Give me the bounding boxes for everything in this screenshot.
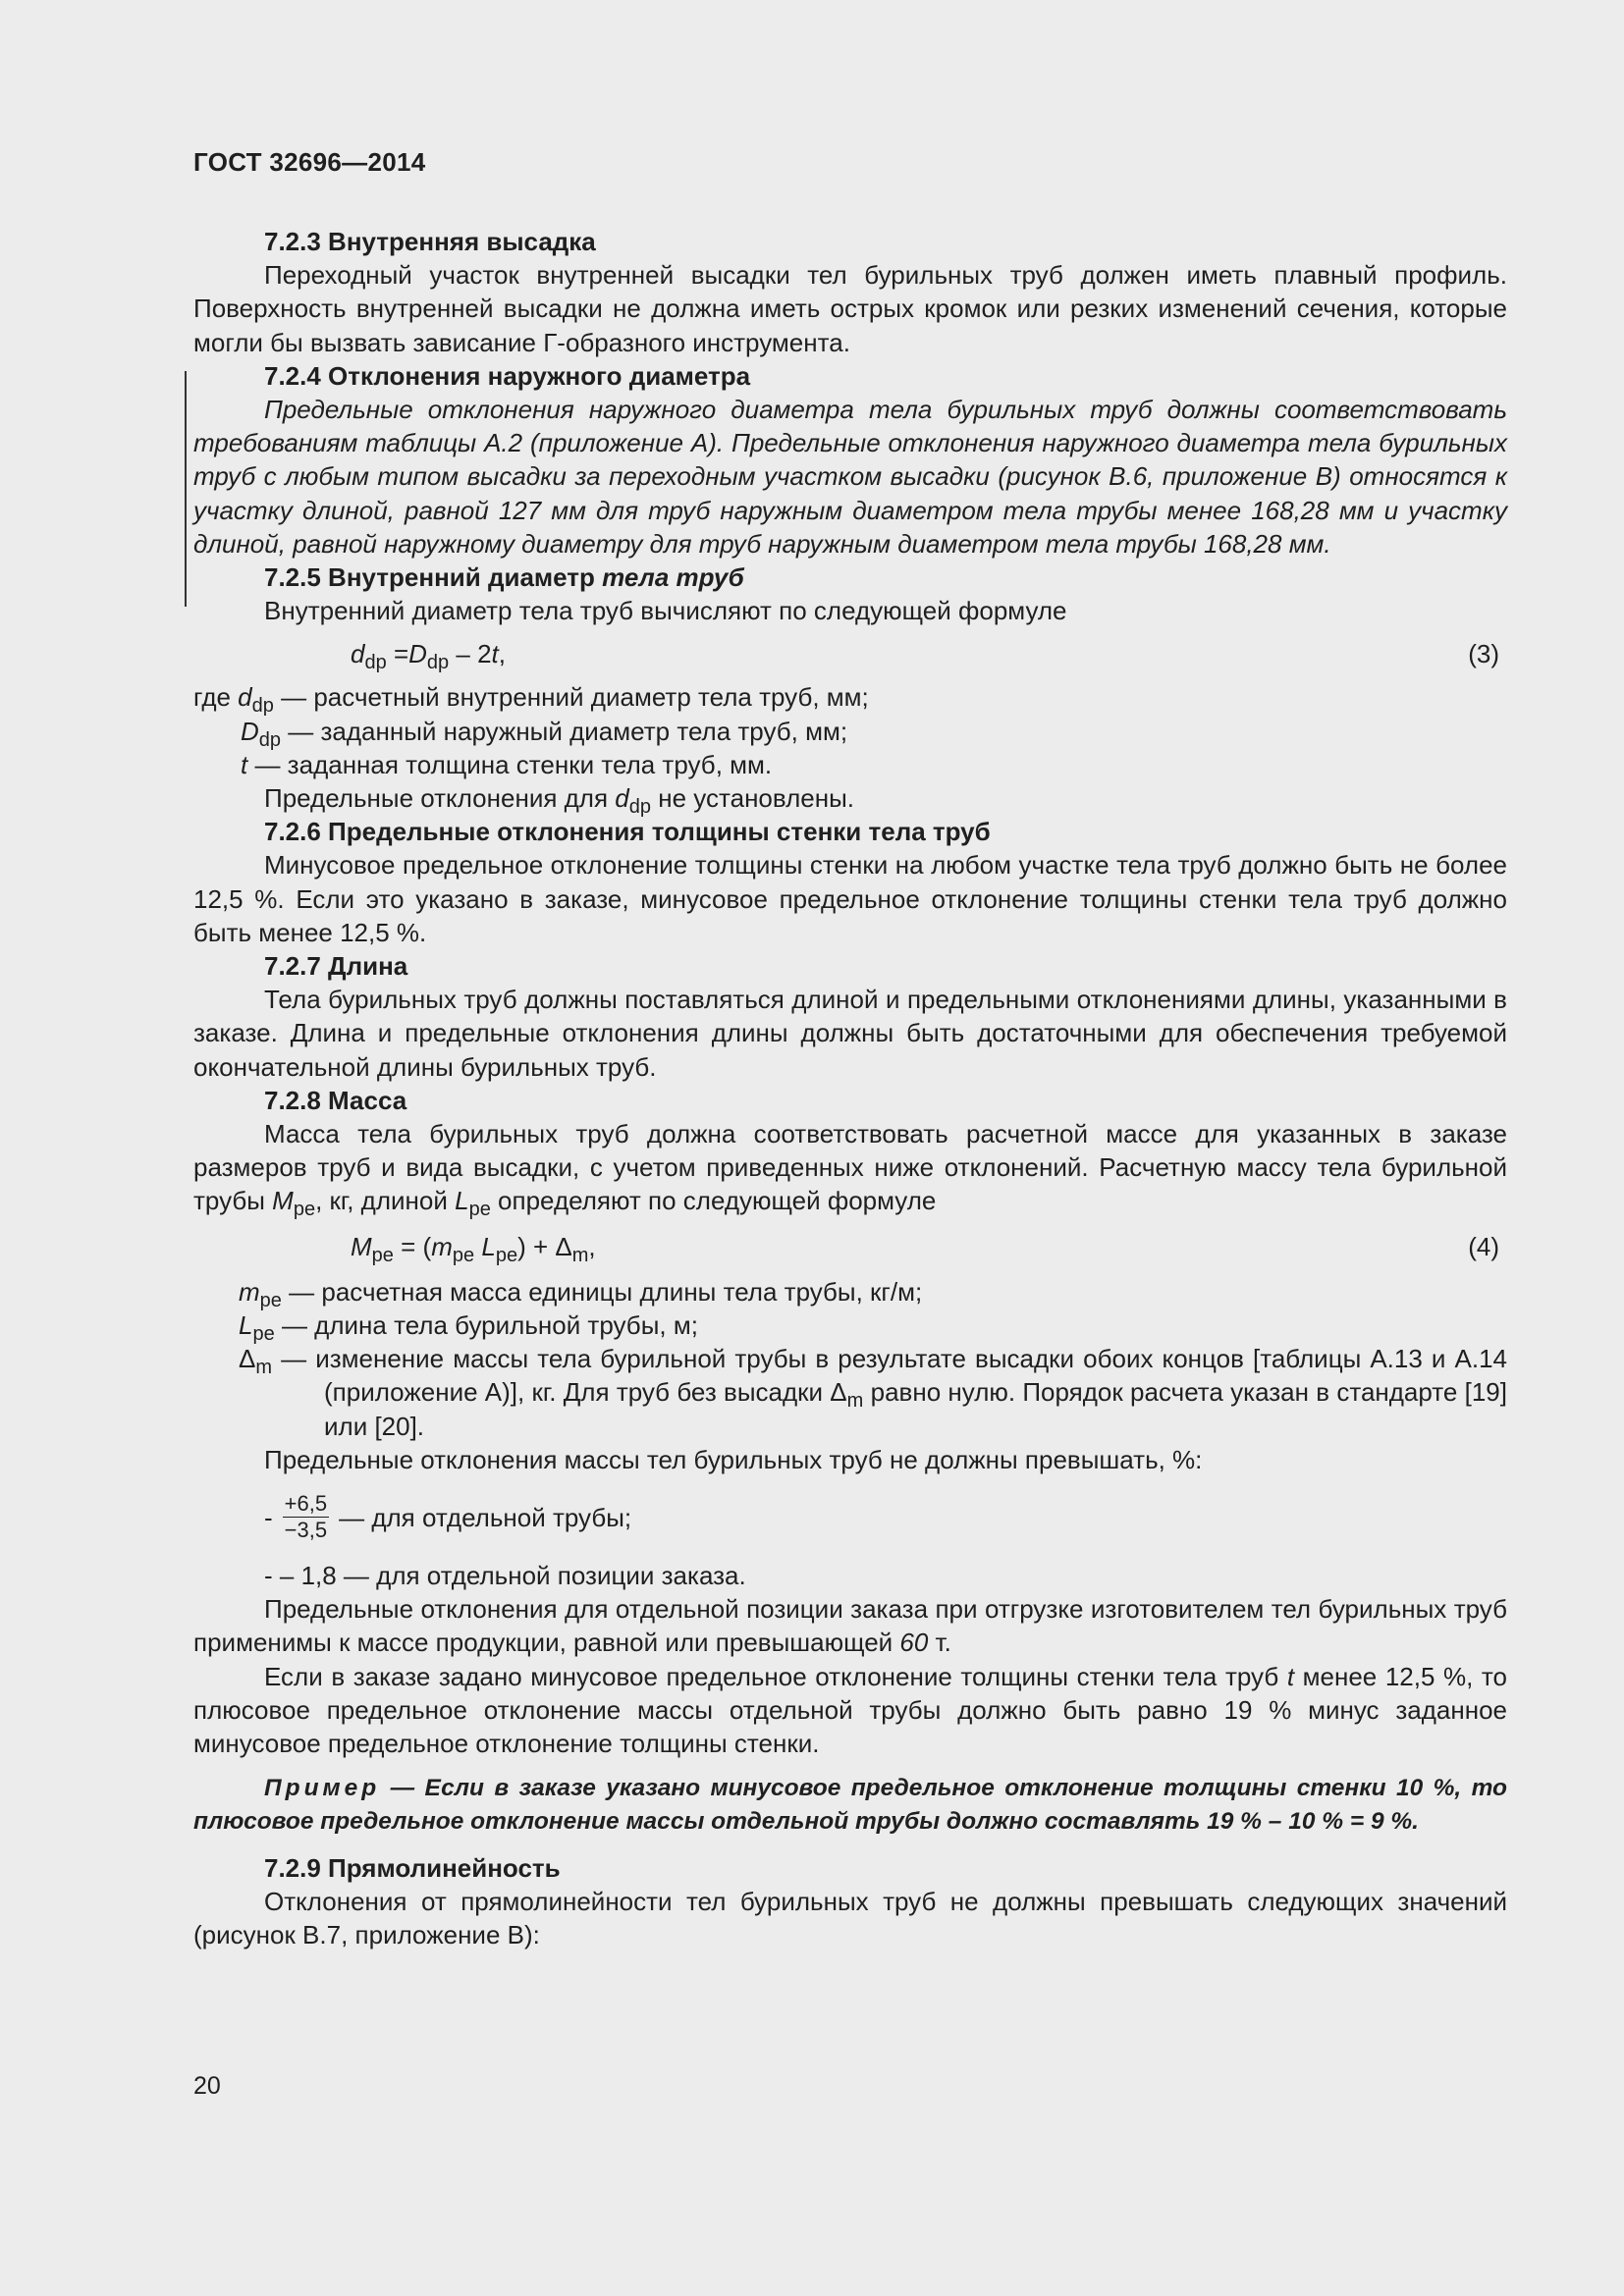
- formula-number: (3): [1468, 639, 1499, 669]
- section-heading-7-2-8: 7.2.8 Масса: [264, 1085, 407, 1115]
- definition-delta-m: $\Delta_m$ — изменение массы тела бурильной трубы в результате высадки обоих концов [таблицы А.13 и А.14 (приложение А)], кг. Для труб без высадки $\Delta_m$ равно нулю. Порядок расчета указан в стандарте [19] или [20].: [239, 1344, 1507, 1441]
- section-text-7-2-3: Переходный участок внутренней высадки тел бурильных труб должен иметь плавный профиль. Поверхность внутренней высадки не должна иметь острых кромок или резких изменений сечения, которые могли бы вызвать зависание Г-образного инструмента.: [193, 260, 1507, 357]
- section-heading-7-2-4: 7.2.4 Отклонения наружного диаметра: [264, 360, 751, 391]
- section-heading-7-2-9: 7.2.9 Прямолинейность: [264, 1852, 561, 1883]
- section-text-7-2-8: Масса тела бурильных труб должна соответствовать расчетной массе для указанных в заказе размеров труб и вида высадки, с учетом приведенных ниже отклонений. Расчетную массу тела бурильной трубы $M_{pe}$, кг, длиной $L_{pe}$ определяют по следующей формуле: [193, 1119, 1507, 1221]
- definition-D-dp: $D_{dp}$ — заданный наружный диаметр тела труб, мм;: [241, 716, 848, 751]
- section-text-7-2-4: Предельные отклонения наружного диаметра тела бурильных труб должны соответствовать требованиям таблицы А.2 (приложение А). Предельные отклонения наружного диаметра тела бурильных труб с любым типом высадки за переходным участком высадки (рисунок В.6, приложение В) относятся к участку длиной, равной 127 мм для труб наружным диаметром тела трубы менее 168,28 мм и участку длиной, равной наружному диаметру для труб наружным диаметром тела трубы 168,28 мм.: [193, 395, 1507, 559]
- section-text-7-2-8-p2: Предельные отклонения для отдельной позиции заказа при отгрузке изготовителем тел бурильных труб применимы к массе продукции, равной или превышающей 60 т.: [193, 1594, 1507, 1658]
- document-header: ГОСТ 32696—2014: [193, 147, 426, 177]
- section-heading-7-2-3: 7.2.3 Внутренняя высадка: [264, 227, 596, 256]
- mass-limit-item-single: - $\frac{+6,5}{-3,5}$ — для отдельной трубы;: [264, 1491, 632, 1543]
- section-heading-7-2-5: 7.2.5 Внутренний диаметр тела труб: [264, 562, 744, 593]
- formula-3: $d_{dp} =D_{dp} - 2t$, (3): [351, 639, 1499, 674]
- formula-number: (4): [1468, 1231, 1499, 1261]
- section-heading-7-2-7: 7.2.7 Длина: [264, 951, 408, 982]
- tolerance-fraction: $\frac{+6,5}{-3,5}$: [284, 1491, 328, 1543]
- section-text-7-2-6: Минусовое предельное отклонение толщины стенки на любом участке тела труб должно быть не более 12,5 %. Если это указано в заказе, минусовое предельное отклонение толщины стенки тела труб должно быть менее 12,5 %.: [193, 850, 1507, 947]
- section-intro-7-2-5: Внутренний диаметр тела труб вычисляют по следующей формуле: [264, 596, 1067, 626]
- page-number: 20: [193, 2072, 221, 2100]
- definition-L-pe: $L_{pe}$ — длина тела бурильной трубы, м;: [239, 1309, 698, 1345]
- example-note: Пример — Если в заказе указано минусовое предельное отклонение толщины стенки 10 %, то плюсовое предельное отклонение массы отдельной трубы должно составлять 19 % – 10 % = 9 %.: [193, 1775, 1507, 1836]
- definition-t: t — заданная толщина стенки тела труб, мм.: [241, 749, 773, 779]
- mass-limit-item-order: - – 1,8 — для отдельной позиции заказа.: [264, 1560, 746, 1590]
- section-heading-7-2-6: 7.2.6 Предельные отклонения толщины стенки тела труб: [264, 817, 991, 847]
- definition-m-pe: $m_{pe}$ — расчетная масса единицы длины тела трубы, кг/м;: [239, 1276, 923, 1311]
- section-text-7-2-7: Тела бурильных труб должны поставляться длиной и предельными отклонениями длины, указанными в заказе. Длина и предельные отклонения длины должны быть достаточными для обеспечения требуемой окончательной длины бурильных труб.: [193, 985, 1507, 1082]
- section-tolerance-7-2-5: Предельные отклонения для $d_{dp}$ не установлены.: [264, 783, 854, 819]
- formula-4: $M_{pe} = (m_{pe}$ $L_{pe}) + \Delta_m$, (4): [351, 1231, 1499, 1266]
- document-body: [193, 225, 1507, 1951]
- section-text-7-2-9: Отклонения от прямолинейности тел бурильных труб не должны превышать следующих значений (рисунок В.7, приложение В):: [193, 1886, 1507, 1949]
- section-text-7-2-8-p3: Если в заказе задано минусовое предельное отклонение толщины стенки тела труб t менее 12,5 %, то плюсовое предельное отклонение массы отдельной трубы должно быть равно 19 % минус заданное минусовое предельное отклонение толщины стенки.: [193, 1661, 1507, 1758]
- mass-limits-intro: Предельные отклонения массы тел бурильных труб не должны превышать, %:: [264, 1444, 1203, 1474]
- revision-change-bar: [185, 371, 187, 607]
- definition-d-dp: где $d_{dp}$ — расчетный внутренний диаметр тела труб, мм;: [193, 682, 869, 718]
